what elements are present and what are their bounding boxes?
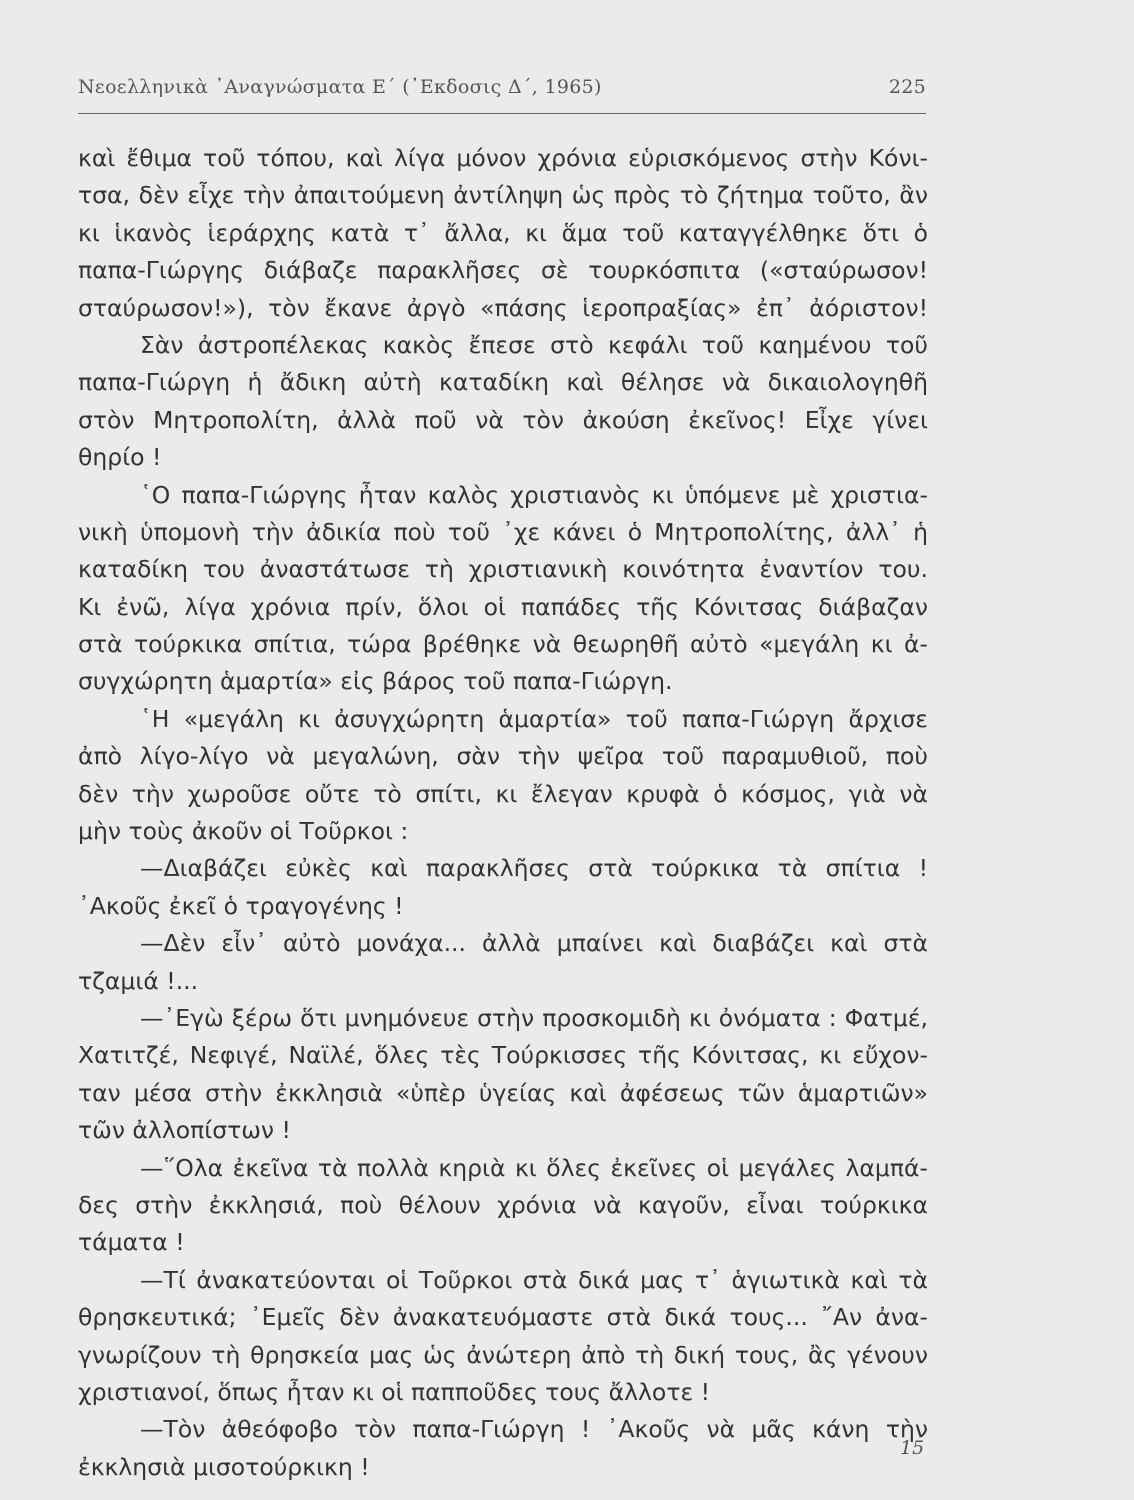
text-line: τάματα ! (78, 1228, 185, 1257)
text-line: καταδίκη του ἀναστάτωσε τὴ χριστιανικὴ κοινότητα ἐναντίον του. (78, 555, 928, 584)
text-line: τσα, δὲν εἶχε τὴν ἀπαιτούμενη ἀντίληψη ὡς πρὸς τὸ ζήτημα τοῦτο, ἂν (78, 181, 928, 210)
text-line: καὶ ἔθιμα τοῦ τόπου, καὶ λίγα μόνον χρόνια εὑρισκόμενος στὴν Κόνι- (78, 144, 928, 172)
text-line: τῶν ἀλλοπίστων ! (78, 1116, 291, 1145)
text-line: παπα-Γιώργης διάβαζε παρακλῆσες σὲ τουρκόσπιτα («σταύρωσον! (78, 256, 928, 285)
text-line: —Τί ἀνακατεύονται οἱ Τοῦρκοι στὰ δικά μας τ᾿ ἁγιωτικὰ καὶ τὰ (140, 1265, 928, 1294)
text-line: κι ἱκανὸς ἱεράρχης κατὰ τ᾿ ἄλλα, κι ἅμα τοῦ καταγγέλθηκε ὅτι ὁ (78, 218, 928, 247)
text-line: —῞Ολα ἐκεῖνα τὰ πολλὰ κηριὰ κι ὅλες ἐκεῖνες οἱ μεγάλες λαμπά- (140, 1153, 928, 1182)
text-line: συγχώρητη ἁμαρτία» εἰς βάρος τοῦ παπα-Γιώργη. (78, 667, 673, 696)
text-line: —Διαβάζει εὐκὲς καὶ παρακλῆσες στὰ τούρκικα τὰ σπίτια ! (140, 854, 928, 883)
body-text (78, 140, 928, 1486)
text-line: δες στὴν ἐκκλησιά, ποὺ θέλουν χρόνια νὰ καγοῦν, εἶναι τούρκικα (78, 1190, 928, 1219)
text-line: νικὴ ὑπομονὴ τὴν ἀδικία ποὺ τοῦ ᾿χε κάνει ὁ Μητροπολίτης, ἀλλ᾿ ἡ (78, 517, 928, 546)
page-number: 225 (888, 76, 926, 98)
running-head (78, 76, 926, 106)
running-title: Νεοελληνικὰ ᾿Αναγνώσματα Ε΄ (᾿Εκδοσις Δ΄, 1965) (78, 76, 602, 98)
text-line: παπα-Γιώργη ἡ ἄδικη αὐτὴ καταδίκη καὶ θέλησε νὰ δικαιολογηθῆ (78, 368, 928, 397)
text-line: στὸν Μητροπολίτη, ἀλλὰ ποῦ νὰ τὸν ἀκούση ἐκεῖνος! Εἶχε γίνει (78, 405, 928, 434)
text-line: ἀπὸ λίγο-λίγο νὰ μεγαλώνη, σὰν τὴν ψεῖρα τοῦ παραμυθιοῦ, ποὺ (78, 742, 928, 771)
text-line: θρησκευτικά; ᾿Εμεῖς δὲν ἀνακατευόμαστε στὰ δικά τους... ῎Αν ἀνα- (78, 1303, 928, 1332)
text-line: —Τὸν ἀθεόφοβο τὸν παπα-Γιώργη ! ᾿Ακοῦς νὰ μᾶς κάνη τὴν (140, 1415, 928, 1444)
text-line: τζαμιά !... (78, 966, 199, 995)
text-line: ῾Η «μεγάλη κι ἀσυγχώρητη ἁμαρτία» τοῦ παπα-Γιώργη ἄρχισε (140, 704, 928, 733)
text-line: θηρίο ! (78, 443, 162, 472)
signature-mark: 15 (900, 1437, 925, 1459)
header-rule (78, 113, 926, 114)
text-line: ταν μέσα στὴν ἐκκλησιὰ «ὑπὲρ ὑγείας καὶ ἀφέσεως τῶν ἁμαρτιῶν» (78, 1078, 928, 1107)
text-line: στὰ τούρκικα σπίτια, τώρα βρέθηκε νὰ θεωρηθῆ αὐτὸ «μεγάλη κι ἀ- (78, 630, 928, 659)
text-line: χριστιανοί, ὅπως ἦταν κι οἱ παπποῦδες τους ἄλλοτε ! (78, 1377, 711, 1406)
text-line: Κι ἐνῶ, λίγα χρόνια πρίν, ὅλοι οἱ παπάδες τῆς Κόνιτσας διάβαζαν (78, 592, 928, 621)
text-line: σταύρωσον!»), τὸν ἔκανε ἀργὸ «πάσης ἱεροπραξίας» ἐπ᾿ ἀόριστον! (78, 293, 928, 322)
text-line: —᾿Εγὼ ξέρω ὅτι μνημόνευε στὴν προσκομιδὴ κι ὀνόματα : Φατμέ, (140, 1003, 928, 1032)
text-line: ῾Ο παπα-Γιώργης ἦταν καλὸς χριστιανὸς κι ὑπόμενε μὲ χριστια- (140, 480, 928, 509)
text-line: γνωρίζουν τὴ θρησκεία μας ὡς ἀνώτερη ἀπὸ τὴ δική τους, ἂς γένουν (78, 1340, 928, 1369)
text-line: δὲν τὴν χωροῦσε οὔτε τὸ σπίτι, κι ἔλεγαν κρυφὰ ὁ κόσμος, γιὰ νὰ (78, 779, 928, 808)
text-line: —Δὲν εἶν᾿ αὐτὸ μονάχα... ἀλλὰ μπαίνει καὶ διαβάζει καὶ στὰ (140, 929, 928, 958)
text-line: ᾿Ακοῦς ἐκεῖ ὁ τραγογένης ! (78, 891, 404, 920)
text-line: μὴν τοὺς ἀκοῦν οἱ Τοῦρκοι : (78, 817, 409, 846)
text-line: Σὰν ἀστροπέλεκας κακὸς ἔπεσε στὸ κεφάλι τοῦ καημένου τοῦ (140, 330, 928, 359)
text-line: Χατιτζέ, Νεφιγέ, Ναϊλέ, ὅλες τὲς Τούρκισσες τῆς Κόνιτσας, κι εὔχον- (78, 1041, 928, 1070)
text-line: ἐκκλησιὰ μισοτούρκικη ! (78, 1452, 370, 1481)
